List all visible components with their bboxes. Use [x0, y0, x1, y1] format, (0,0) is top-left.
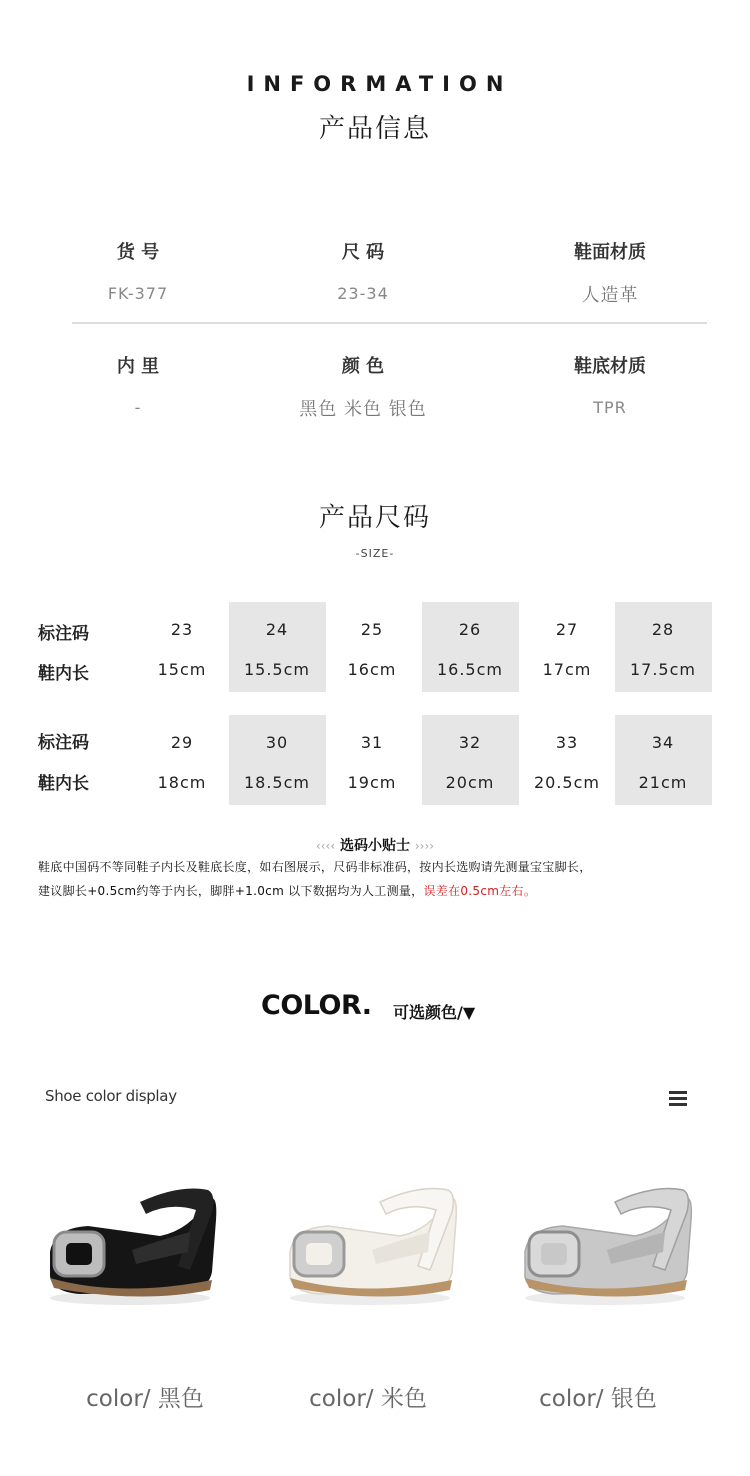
size-subtitle: -SIZE-: [355, 547, 395, 560]
info-title-en: INFORMATION: [246, 72, 513, 96]
size-cell: 29: [170, 733, 194, 752]
length-cell: 20cm: [445, 773, 495, 792]
tips-deco-left: ‹‹‹‹: [315, 839, 336, 853]
color-title-cn: 可选颜色/▼: [393, 1003, 476, 1022]
length-cell: 21cm: [638, 773, 688, 792]
length-cell: 17.5cm: [629, 660, 696, 679]
size-cell: 24: [265, 620, 289, 639]
row-label-size: 标注码: [38, 733, 89, 753]
info-value-color: 黑色 米色 银色: [299, 399, 427, 420]
shoe-black-image: [40, 1180, 225, 1310]
length-cell: 17cm: [542, 660, 592, 679]
size-cell: 32: [458, 733, 482, 752]
info-label-lining: 内 里: [116, 356, 160, 377]
info-label-color: 颜 色: [341, 356, 385, 377]
length-cell: 16cm: [347, 660, 397, 679]
color-title-en: COLOR.: [261, 990, 372, 1021]
size-cell: 33: [555, 733, 579, 752]
size-title: 产品尺码: [318, 503, 431, 533]
info-divider: [72, 322, 707, 324]
tips-line-2-text: 建议脚长+0.5cm约等于内长，脚胖+1.0cm 以下数据均为人工测量，: [38, 884, 424, 898]
size-cell: 34: [651, 733, 675, 752]
info-value-item-no: FK-377: [107, 284, 169, 303]
hamburger-menu-icon[interactable]: [669, 1090, 689, 1108]
row-label-length: 鞋内长: [38, 664, 89, 684]
size-cell: 28: [651, 620, 675, 639]
row-label-size: 标注码: [38, 624, 89, 644]
tips-line-1: 鞋底中国码不等同鞋子内长及鞋底长度，如右图展示，尺码非标准码，按内长选购请先测量宝宝脚长，: [38, 860, 592, 874]
length-cell: 18cm: [157, 773, 207, 792]
info-value-upper-material: 人造革: [581, 285, 639, 306]
length-cell: 18.5cm: [243, 773, 310, 792]
info-value-lining: -: [134, 398, 142, 417]
row-label-length: 鞋内长: [38, 774, 89, 794]
size-cell: 31: [360, 733, 384, 752]
tips-error-note: 误差在0.5cm左右。: [423, 884, 537, 898]
length-cell: 15cm: [157, 660, 207, 679]
length-cell: 19cm: [347, 773, 397, 792]
length-cell: 15.5cm: [243, 660, 310, 679]
size-cell: 23: [170, 620, 194, 639]
info-value-size: 23-34: [337, 284, 389, 303]
length-cell: 16.5cm: [436, 660, 503, 679]
info-label-size: 尺 码: [341, 242, 385, 263]
info-label-sole-material: 鞋底材质: [574, 356, 646, 377]
shoe-silver-image: [515, 1180, 700, 1310]
length-cell: 20.5cm: [533, 773, 600, 792]
tips-deco-right: ››››: [414, 839, 435, 853]
info-label-upper-material: 鞋面材质: [574, 242, 646, 263]
shoe-beige-image: [280, 1180, 465, 1310]
shoe-name-beige: color/ 米色: [309, 1386, 427, 1412]
info-title-cn: 产品信息: [318, 114, 431, 144]
info-value-sole-material: TPR: [593, 398, 627, 417]
size-cell: 27: [555, 620, 579, 639]
info-label-item-no: 货 号: [116, 242, 160, 263]
tips-title-text: 选码小贴士: [340, 838, 410, 854]
shoe-name-silver: color/ 银色: [539, 1386, 657, 1412]
shoe-display-label: Shoe color display: [45, 1087, 177, 1105]
tips-title: [0, 835, 750, 855]
size-cell: 26: [458, 620, 482, 639]
size-cell: 30: [265, 733, 289, 752]
size-cell: 25: [360, 620, 384, 639]
tips-line-2: [38, 882, 536, 899]
shoe-name-black: color/ 黑色: [86, 1386, 204, 1412]
